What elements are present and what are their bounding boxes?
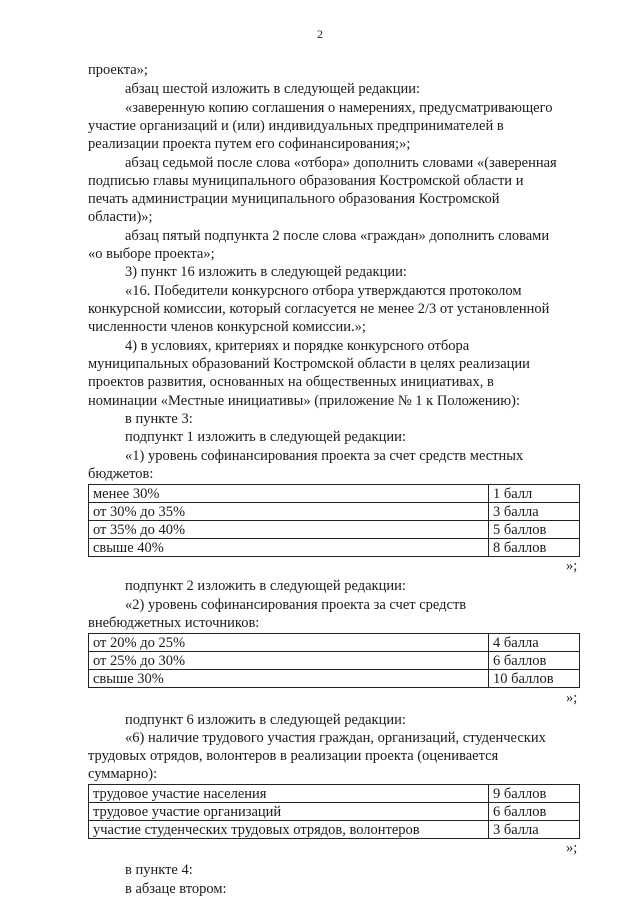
closing-quote: »; — [566, 690, 578, 706]
table-row — [89, 652, 580, 670]
table-row — [89, 821, 580, 839]
page-number: 2 — [317, 27, 323, 41]
score-table-local-budget — [88, 484, 580, 557]
table-cell-value: 5 баллов — [489, 521, 580, 539]
text-line: подпункт 2 изложить в следующей редакции: — [125, 578, 406, 594]
table-cell-value: 3 балла — [489, 503, 580, 521]
text-line: абзац пятый подпункта 2 после слова «граждан» дополнить словами — [125, 228, 550, 244]
text-line: «2) уровень софинансирования проекта за счет средств — [125, 597, 467, 613]
text-line: «6) наличие трудового участия граждан, организаций, студенческих — [125, 730, 546, 746]
table-row — [89, 539, 580, 557]
text-line: подпункт 6 изложить в следующей редакции: — [125, 712, 406, 728]
table-cell-label: от 20% до 25% — [89, 634, 489, 652]
text-line: «заверенную копию соглашения о намерениях, предусматривающего — [125, 100, 553, 116]
text-line: 3) пункт 16 изложить в следующей редакции: — [125, 264, 407, 280]
score-table-labor-participation — [88, 784, 580, 839]
table-row — [89, 785, 580, 803]
table-cell-value: 6 баллов — [489, 803, 580, 821]
text-line: номинации «Местные инициативы» (приложение № 1 к Положению): — [88, 393, 520, 409]
score-table-extrabudgetary — [88, 633, 580, 688]
text-line: численности членов конкурсной комиссии.»; — [88, 319, 366, 335]
table-row — [89, 521, 580, 539]
table-cell-label: от 30% до 35% — [89, 503, 489, 521]
table-cell-label: от 35% до 40% — [89, 521, 489, 539]
table-cell-label: свыше 40% — [89, 539, 489, 557]
text-line: внебюджетных источников: — [88, 615, 260, 631]
closing-quote: »; — [566, 840, 578, 856]
text-line: «16. Победители конкурсного отбора утверждаются протоколом — [125, 283, 522, 299]
text-line: проекта»; — [88, 62, 148, 78]
table-row — [89, 503, 580, 521]
text-line: суммарно): — [88, 766, 158, 782]
table-cell-label: свыше 30% — [89, 670, 489, 688]
table-row — [89, 803, 580, 821]
text-line: «о выборе проекта»; — [88, 246, 215, 262]
text-line: подпункт 1 изложить в следующей редакции: — [125, 429, 406, 445]
text-line: бюджетов: — [88, 466, 154, 482]
table-cell-value: 3 балла — [489, 821, 580, 839]
text-line — [88, 118, 575, 135]
text-line-content: участие организаций и (или) индивидуальных предпринимателей в — [88, 118, 504, 134]
text-line: «1) уровень софинансирования проекта за счет средств местных — [125, 448, 524, 464]
text-line: проектов развития, основанных на общественных инициативах, в — [88, 374, 494, 390]
text-line: области)»; — [88, 209, 153, 225]
text-line: в пункте 3: — [125, 411, 193, 427]
table-cell-label: от 25% до 30% — [89, 652, 489, 670]
table-cell-value: 8 баллов — [489, 539, 580, 557]
table-cell-label: трудовое участие организаций — [89, 803, 489, 821]
text-line: 4) в условиях, критериях и порядке конкурсного отбора — [125, 338, 470, 354]
text-line: абзац шестой изложить в следующей редакции: — [125, 81, 420, 97]
table-cell-value: 10 баллов — [489, 670, 580, 688]
text-line: муниципальных образований Костромской области в целях реализации — [88, 356, 530, 372]
table-row — [89, 670, 580, 688]
table-cell-value: 4 балла — [489, 634, 580, 652]
text-line: подписью главы муниципального образования Костромской области и — [88, 173, 524, 189]
text-line: в абзаце втором: — [125, 881, 227, 897]
table-cell-label: трудовое участие населения — [89, 785, 489, 803]
text-line: печать администрации муниципального образования Костромской — [88, 191, 500, 207]
table-cell-value: 6 баллов — [489, 652, 580, 670]
table-cell-label: менее 30% — [89, 485, 489, 503]
table-cell-value: 1 балл — [489, 485, 580, 503]
closing-quote: »; — [566, 558, 578, 574]
text-line: абзац седьмой после слова «отбора» дополнить словами «(заверенная — [125, 155, 557, 171]
text-line: в пункте 4: — [125, 862, 193, 878]
table-cell-value: 9 баллов — [489, 785, 580, 803]
text-line: трудовых отрядов, волонтеров в реализации проекта (оценивается — [88, 748, 499, 764]
table-row — [89, 634, 580, 652]
table-row — [89, 485, 580, 503]
table-cell-label: участие студенческих трудовых отрядов, волонтеров — [89, 821, 489, 839]
text-line: конкурсной комиссии, который согласуется не менее 2/3 от установленной — [88, 301, 550, 317]
text-line: реализации проекта путем его софинансирования;»; — [88, 136, 411, 152]
